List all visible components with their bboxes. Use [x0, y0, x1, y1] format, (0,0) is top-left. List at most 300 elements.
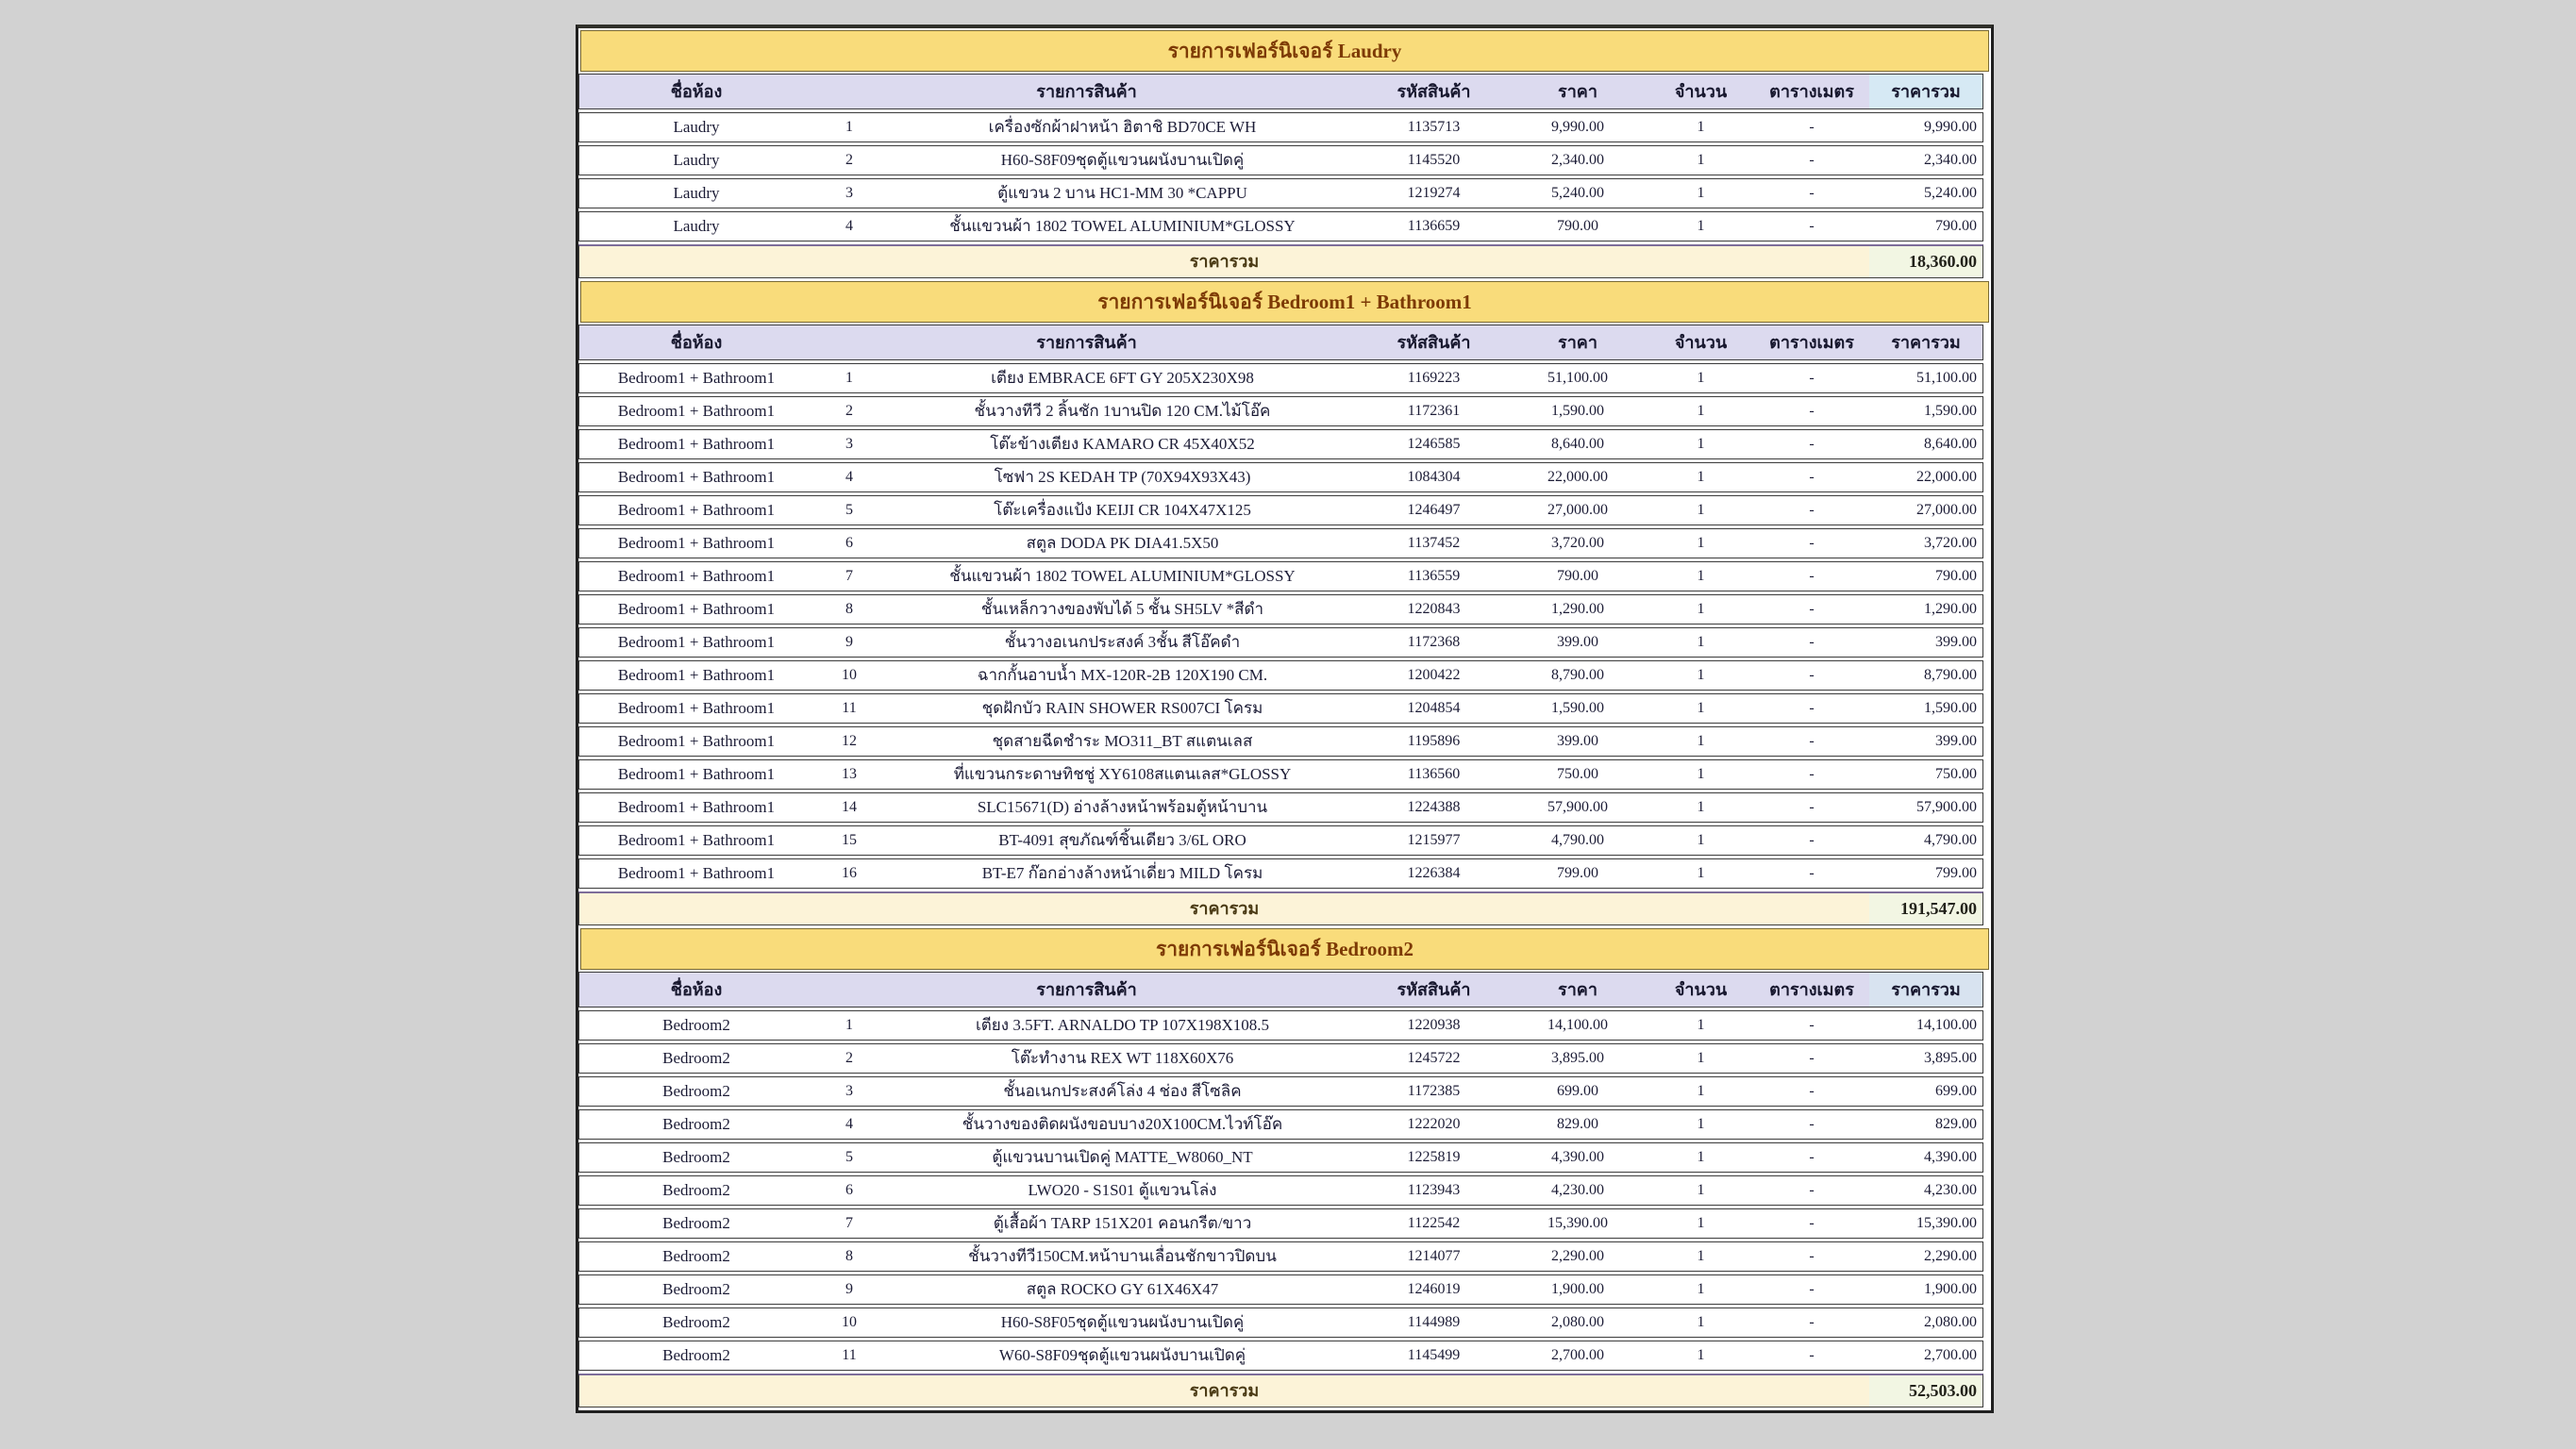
room-name-cell: Bedroom2: [578, 1307, 814, 1338]
item-number-cell: 4: [813, 1109, 886, 1140]
table-row: [578, 561, 1991, 591]
item-number-cell: 10: [813, 1307, 886, 1338]
item-price-cell: 790.00: [1508, 211, 1648, 242]
item-total-cell: 1,590.00: [1869, 693, 1983, 724]
item-total-cell: 4,790.00: [1869, 825, 1983, 856]
item-name-cell: ที่แขวนกระดาษทิชชู่ XY6108สแตนเลส*GLOSSY: [885, 759, 1361, 790]
item-sqm-cell: -: [1754, 429, 1870, 459]
item-sqm-cell: -: [1754, 627, 1870, 658]
column-header-sqm: ตารางเมตร: [1754, 325, 1870, 360]
item-number-cell: 12: [813, 726, 886, 757]
item-sqm-cell: -: [1754, 1241, 1870, 1272]
item-total-cell: 22,000.00: [1869, 462, 1983, 492]
column-header-qty: จำนวน: [1648, 325, 1755, 360]
room-name-cell: Bedroom1 + Bathroom1: [578, 858, 814, 889]
section-total-amount: 52,503.00: [1869, 1374, 1983, 1407]
section-total-row: [578, 1374, 1991, 1407]
item-sqm-cell: -: [1754, 528, 1870, 558]
item-sqm-cell: -: [1754, 1341, 1870, 1371]
item-code-cell: 1084304: [1360, 462, 1509, 492]
item-number-cell: 1: [813, 1010, 886, 1041]
item-price-cell: 750.00: [1508, 759, 1648, 790]
section-title-bar: [580, 281, 1989, 323]
item-price-cell: 3,895.00: [1508, 1043, 1648, 1074]
item-qty-cell: 1: [1648, 1341, 1755, 1371]
item-number-cell: 4: [813, 211, 886, 242]
item-total-cell: 799.00: [1869, 858, 1983, 889]
item-number-cell: 5: [813, 495, 886, 525]
item-sqm-cell: -: [1754, 1142, 1870, 1173]
item-qty-cell: 1: [1648, 1307, 1755, 1338]
item-qty-cell: 1: [1648, 1274, 1755, 1305]
item-name-cell: LWO20 - S1S01 ตู้แขวนโล่ง: [885, 1175, 1361, 1206]
item-name-cell: SLC15671(D) อ่างล้างหน้าพร้อมตู้หน้าบาน: [885, 792, 1361, 823]
item-total-cell: 4,390.00: [1869, 1142, 1983, 1173]
item-name-cell: H60-S8F05ชุดตู้แขวนผนังบานเปิดคู่: [885, 1307, 1361, 1338]
item-name-cell: เครื่องซักผ้าฝาหน้า ฮิตาชิ BD70CE WH: [885, 112, 1361, 142]
room-name-cell: Bedroom1 + Bathroom1: [578, 792, 814, 823]
item-name-cell: ชั้นเหล็กวางของพับได้ 5 ชั้น SH5LV *สีดำ: [885, 594, 1361, 625]
item-code-cell: 1226384: [1360, 858, 1509, 889]
room-name-cell: Bedroom2: [578, 1341, 814, 1371]
item-name-cell: ตู้แขวน 2 บาน HC1-MM 30 *CAPPU: [885, 178, 1361, 208]
item-number-cell: 2: [813, 396, 886, 426]
item-total-cell: 5,240.00: [1869, 178, 1983, 208]
item-total-cell: 750.00: [1869, 759, 1983, 790]
item-sqm-cell: -: [1754, 1010, 1870, 1041]
item-number-cell: 13: [813, 759, 886, 790]
item-price-cell: 9,990.00: [1508, 112, 1648, 142]
item-sqm-cell: -: [1754, 726, 1870, 757]
table-row: [578, 363, 1991, 393]
item-name-cell: โซฟา 2S KEDAH TP (70X94X93X43): [885, 462, 1361, 492]
item-total-cell: 790.00: [1869, 211, 1983, 242]
column-header-sqm: ตารางเมตร: [1754, 74, 1870, 109]
item-total-cell: 2,340.00: [1869, 145, 1983, 175]
item-sqm-cell: -: [1754, 363, 1870, 393]
item-total-cell: 8,790.00: [1869, 660, 1983, 691]
column-header-room: ชื่อห้อง: [578, 325, 814, 360]
room-name-cell: Bedroom1 + Bathroom1: [578, 396, 814, 426]
item-qty-cell: 1: [1648, 1175, 1755, 1206]
item-price-cell: 829.00: [1508, 1109, 1648, 1140]
item-qty-cell: 1: [1648, 396, 1755, 426]
table-row: [578, 858, 1991, 889]
item-price-cell: 399.00: [1508, 627, 1648, 658]
table-row: [578, 1307, 1991, 1338]
item-number-cell: 2: [813, 1043, 886, 1074]
item-number-cell: 10: [813, 660, 886, 691]
table-row: [578, 495, 1991, 525]
item-name-cell: ชุดฝักบัว RAIN SHOWER RS007CI โครม: [885, 693, 1361, 724]
room-name-cell: Bedroom1 + Bathroom1: [578, 594, 814, 625]
item-name-cell: BT-E7 ก๊อกอ่างล้างหน้าเดี่ยว MILD โครม: [885, 858, 1361, 889]
item-price-cell: 4,790.00: [1508, 825, 1648, 856]
item-total-cell: 8,640.00: [1869, 429, 1983, 459]
item-sqm-cell: -: [1754, 660, 1870, 691]
item-number-cell: 15: [813, 825, 886, 856]
item-sqm-cell: -: [1754, 561, 1870, 591]
item-qty-cell: 1: [1648, 693, 1755, 724]
room-name-cell: Bedroom2: [578, 1010, 814, 1041]
column-header-total: ราคารวม: [1869, 972, 1983, 1008]
item-qty-cell: 1: [1648, 528, 1755, 558]
room-name-cell: Bedroom2: [578, 1241, 814, 1272]
table-row: [578, 396, 1991, 426]
column-header-item: รายการสินค้า: [813, 325, 1361, 360]
table-row: [578, 429, 1991, 459]
item-price-cell: 3,720.00: [1508, 528, 1648, 558]
room-name-cell: Bedroom1 + Bathroom1: [578, 495, 814, 525]
table-row: [578, 627, 1991, 658]
item-qty-cell: 1: [1648, 825, 1755, 856]
section-total-amount: 18,360.00: [1869, 244, 1983, 278]
item-sqm-cell: -: [1754, 1109, 1870, 1140]
item-price-cell: 399.00: [1508, 726, 1648, 757]
table-row: [578, 528, 1991, 558]
room-name-cell: Bedroom1 + Bathroom1: [578, 660, 814, 691]
table-row: [578, 1175, 1991, 1206]
item-qty-cell: 1: [1648, 561, 1755, 591]
item-total-cell: 3,720.00: [1869, 528, 1983, 558]
room-name-cell: Laudry: [578, 178, 814, 208]
item-price-cell: 699.00: [1508, 1076, 1648, 1107]
item-code-cell: 1214077: [1360, 1241, 1509, 1272]
item-qty-cell: 1: [1648, 1043, 1755, 1074]
item-sqm-cell: -: [1754, 1274, 1870, 1305]
item-sqm-cell: -: [1754, 211, 1870, 242]
room-name-cell: Bedroom1 + Bathroom1: [578, 561, 814, 591]
item-code-cell: 1135713: [1360, 112, 1509, 142]
table-row: [578, 1341, 1991, 1371]
item-name-cell: เตียง 3.5FT. ARNALDO TP 107X198X108.5: [885, 1010, 1361, 1041]
item-name-cell: ชั้นวางทีวี150CM.หน้าบานเลื่อนชักขาวปิดบน: [885, 1241, 1361, 1272]
item-sqm-cell: -: [1754, 1043, 1870, 1074]
room-name-cell: Bedroom1 + Bathroom1: [578, 726, 814, 757]
column-header-total: ราคารวม: [1869, 325, 1983, 360]
item-code-cell: 1204854: [1360, 693, 1509, 724]
item-price-cell: 8,790.00: [1508, 660, 1648, 691]
column-header-code: รหัสสินค้า: [1360, 74, 1509, 109]
item-code-cell: 1169223: [1360, 363, 1509, 393]
item-code-cell: 1219274: [1360, 178, 1509, 208]
table-row: [578, 726, 1991, 757]
item-sqm-cell: -: [1754, 825, 1870, 856]
item-number-cell: 16: [813, 858, 886, 889]
table-row: [578, 1010, 1991, 1041]
table-row: [578, 1208, 1991, 1239]
item-qty-cell: 1: [1648, 363, 1755, 393]
item-sqm-cell: -: [1754, 1175, 1870, 1206]
item-price-cell: 27,000.00: [1508, 495, 1648, 525]
room-name-cell: Bedroom1 + Bathroom1: [578, 429, 814, 459]
item-code-cell: 1246019: [1360, 1274, 1509, 1305]
item-qty-cell: 1: [1648, 429, 1755, 459]
item-number-cell: 3: [813, 1076, 886, 1107]
item-qty-cell: 1: [1648, 1208, 1755, 1239]
item-qty-cell: 1: [1648, 178, 1755, 208]
item-code-cell: 1172361: [1360, 396, 1509, 426]
item-qty-cell: 1: [1648, 1109, 1755, 1140]
item-price-cell: 22,000.00: [1508, 462, 1648, 492]
item-code-cell: 1224388: [1360, 792, 1509, 823]
item-price-cell: 57,900.00: [1508, 792, 1648, 823]
item-number-cell: 6: [813, 1175, 886, 1206]
item-qty-cell: 1: [1648, 112, 1755, 142]
table-row: [578, 792, 1991, 823]
item-number-cell: 1: [813, 112, 886, 142]
item-qty-cell: 1: [1648, 211, 1755, 242]
room-name-cell: Bedroom2: [578, 1076, 814, 1107]
item-sqm-cell: -: [1754, 112, 1870, 142]
item-code-cell: 1245722: [1360, 1043, 1509, 1074]
item-number-cell: 3: [813, 429, 886, 459]
item-qty-cell: 1: [1648, 594, 1755, 625]
item-price-cell: 15,390.00: [1508, 1208, 1648, 1239]
item-total-cell: 14,100.00: [1869, 1010, 1983, 1041]
item-price-cell: 2,700.00: [1508, 1341, 1648, 1371]
furniture-section: [578, 928, 1991, 1407]
item-price-cell: 2,340.00: [1508, 145, 1648, 175]
table-row: [578, 178, 1991, 208]
item-total-cell: 57,900.00: [1869, 792, 1983, 823]
item-qty-cell: 1: [1648, 726, 1755, 757]
item-code-cell: 1136560: [1360, 759, 1509, 790]
item-qty-cell: 1: [1648, 495, 1755, 525]
item-code-cell: 1246585: [1360, 429, 1509, 459]
item-code-cell: 1136659: [1360, 211, 1509, 242]
item-code-cell: 1144989: [1360, 1307, 1509, 1338]
item-qty-cell: 1: [1648, 1076, 1755, 1107]
item-qty-cell: 1: [1648, 1010, 1755, 1041]
section-title: รายการเฟอร์นิเจอร์ Laudry: [1167, 39, 1402, 62]
table-row: [578, 112, 1991, 142]
item-number-cell: 11: [813, 693, 886, 724]
item-name-cell: W60-S8F09ชุดตู้แขวนผนังบานเปิดคู่: [885, 1341, 1361, 1371]
table-row: [578, 1043, 1991, 1074]
item-total-cell: 399.00: [1869, 726, 1983, 757]
item-price-cell: 1,590.00: [1508, 693, 1648, 724]
item-sqm-cell: -: [1754, 1307, 1870, 1338]
room-name-cell: Laudry: [578, 112, 814, 142]
section-total-label: ราคารวม: [578, 1374, 1870, 1407]
item-price-cell: 14,100.00: [1508, 1010, 1648, 1041]
section-title-bar: [580, 30, 1989, 72]
item-name-cell: ชั้นวางของติดผนังขอบบาง20X100CM.ไวท์โอ๊ค: [885, 1109, 1361, 1140]
room-name-cell: Bedroom1 + Bathroom1: [578, 759, 814, 790]
item-price-cell: 1,900.00: [1508, 1274, 1648, 1305]
item-number-cell: 4: [813, 462, 886, 492]
room-name-cell: Bedroom2: [578, 1274, 814, 1305]
item-code-cell: 1136559: [1360, 561, 1509, 591]
table-row: [578, 1274, 1991, 1305]
item-name-cell: ชั้นวางทีวี 2 ลิ้นชัก 1บานปิด 120 CM.ไม้โอ๊ค: [885, 396, 1361, 426]
item-price-cell: 2,290.00: [1508, 1241, 1648, 1272]
item-total-cell: 829.00: [1869, 1109, 1983, 1140]
item-total-cell: 4,230.00: [1869, 1175, 1983, 1206]
item-price-cell: 2,080.00: [1508, 1307, 1648, 1338]
room-name-cell: Bedroom2: [578, 1175, 814, 1206]
item-number-cell: 7: [813, 1208, 886, 1239]
item-sqm-cell: -: [1754, 858, 1870, 889]
item-total-cell: 1,290.00: [1869, 594, 1983, 625]
item-sqm-cell: -: [1754, 178, 1870, 208]
column-header-item: รายการสินค้า: [813, 972, 1361, 1008]
furniture-section: [578, 30, 1991, 278]
item-qty-cell: 1: [1648, 1142, 1755, 1173]
item-name-cell: ชุดสายฉีดชำระ MO311_BT สแตนเลส: [885, 726, 1361, 757]
item-total-cell: 1,900.00: [1869, 1274, 1983, 1305]
item-total-cell: 51,100.00: [1869, 363, 1983, 393]
item-number-cell: 11: [813, 1341, 886, 1371]
column-header-item: รายการสินค้า: [813, 74, 1361, 109]
room-name-cell: Bedroom1 + Bathroom1: [578, 825, 814, 856]
item-name-cell: สตูล ROCKO GY 61X46X47: [885, 1274, 1361, 1305]
column-header-row: [578, 972, 1991, 1008]
item-code-cell: 1220938: [1360, 1010, 1509, 1041]
item-sqm-cell: -: [1754, 145, 1870, 175]
item-name-cell: โต๊ะทำงาน REX WT 118X60X76: [885, 1043, 1361, 1074]
item-sqm-cell: -: [1754, 462, 1870, 492]
item-qty-cell: 1: [1648, 627, 1755, 658]
item-code-cell: 1172368: [1360, 627, 1509, 658]
column-header-code: รหัสสินค้า: [1360, 972, 1509, 1008]
column-header-row: [578, 74, 1991, 109]
table-row: [578, 1142, 1991, 1173]
item-price-cell: 4,390.00: [1508, 1142, 1648, 1173]
item-qty-cell: 1: [1648, 792, 1755, 823]
section-total-row: [578, 891, 1991, 925]
item-code-cell: 1122542: [1360, 1208, 1509, 1239]
item-name-cell: ตู้เสื้อผ้า TARP 151X201 คอนกรีต/ขาว: [885, 1208, 1361, 1239]
column-header-qty: จำนวน: [1648, 972, 1755, 1008]
section-total-label: ราคารวม: [578, 244, 1870, 278]
table-row: [578, 594, 1991, 625]
item-price-cell: 1,290.00: [1508, 594, 1648, 625]
item-number-cell: 8: [813, 594, 886, 625]
room-name-cell: Bedroom2: [578, 1142, 814, 1173]
item-code-cell: 1137452: [1360, 528, 1509, 558]
room-name-cell: Bedroom1 + Bathroom1: [578, 363, 814, 393]
item-code-cell: 1215977: [1360, 825, 1509, 856]
item-price-cell: 4,230.00: [1508, 1175, 1648, 1206]
section-total-label: ราคารวม: [578, 891, 1870, 925]
item-number-cell: 9: [813, 627, 886, 658]
room-name-cell: Bedroom1 + Bathroom1: [578, 528, 814, 558]
item-price-cell: 1,590.00: [1508, 396, 1648, 426]
item-name-cell: โต๊ะข้างเตียง KAMARO CR 45X40X52: [885, 429, 1361, 459]
item-code-cell: 1220843: [1360, 594, 1509, 625]
table-row: [578, 1241, 1991, 1272]
item-code-cell: 1222020: [1360, 1109, 1509, 1140]
item-code-cell: 1200422: [1360, 660, 1509, 691]
item-name-cell: H60-S8F09ชุดตู้แขวนผนังบานเปิดคู่: [885, 145, 1361, 175]
room-name-cell: Bedroom2: [578, 1109, 814, 1140]
table-row: [578, 145, 1991, 175]
item-code-cell: 1145499: [1360, 1341, 1509, 1371]
column-header-price: ราคา: [1508, 972, 1648, 1008]
item-name-cell: ชั้นอเนกประสงค์โล่ง 4 ช่อง สีโซลิค: [885, 1076, 1361, 1107]
column-header-sqm: ตารางเมตร: [1754, 972, 1870, 1008]
item-number-cell: 5: [813, 1142, 886, 1173]
item-code-cell: 1246497: [1360, 495, 1509, 525]
section-title-bar: [580, 928, 1989, 970]
item-code-cell: 1225819: [1360, 1142, 1509, 1173]
table-row: [578, 660, 1991, 691]
section-title: รายการเฟอร์นิเจอร์ Bedroom2: [1155, 937, 1414, 960]
section-title: รายการเฟอร์นิเจอร์ Bedroom1 + Bathroom1: [1097, 290, 1472, 313]
furniture-section: [578, 281, 1991, 925]
item-qty-cell: 1: [1648, 759, 1755, 790]
table-row: [578, 211, 1991, 242]
item-total-cell: 27,000.00: [1869, 495, 1983, 525]
column-header-price: ราคา: [1508, 325, 1648, 360]
room-name-cell: Bedroom2: [578, 1208, 814, 1239]
item-name-cell: ตู้แขวนบานเปิดคู่ MATTE_W8060_NT: [885, 1142, 1361, 1173]
item-sqm-cell: -: [1754, 594, 1870, 625]
item-name-cell: สตูล DODA PK DIA41.5X50: [885, 528, 1361, 558]
column-header-room: ชื่อห้อง: [578, 972, 814, 1008]
section-total-amount: 191,547.00: [1869, 891, 1983, 925]
item-name-cell: โต๊ะเครื่องแป้ง KEIJI CR 104X47X125: [885, 495, 1361, 525]
item-price-cell: 8,640.00: [1508, 429, 1648, 459]
room-name-cell: Bedroom1 + Bathroom1: [578, 693, 814, 724]
item-number-cell: 2: [813, 145, 886, 175]
item-sqm-cell: -: [1754, 759, 1870, 790]
item-qty-cell: 1: [1648, 145, 1755, 175]
column-header-code: รหัสสินค้า: [1360, 325, 1509, 360]
item-number-cell: 7: [813, 561, 886, 591]
room-name-cell: Bedroom1 + Bathroom1: [578, 462, 814, 492]
section-total-row: [578, 244, 1991, 278]
item-qty-cell: 1: [1648, 462, 1755, 492]
item-name-cell: BT-4091 สุขภัณฑ์ชิ้นเดียว 3/6L ORO: [885, 825, 1361, 856]
item-total-cell: 2,700.00: [1869, 1341, 1983, 1371]
table-row: [578, 1076, 1991, 1107]
item-qty-cell: 1: [1648, 858, 1755, 889]
table-row: [578, 825, 1991, 856]
item-code-cell: 1123943: [1360, 1175, 1509, 1206]
item-price-cell: 790.00: [1508, 561, 1648, 591]
item-name-cell: ฉากกั้นอาบน้ำ MX-120R-2B 120X190 CM.: [885, 660, 1361, 691]
item-sqm-cell: -: [1754, 693, 1870, 724]
item-sqm-cell: -: [1754, 1208, 1870, 1239]
item-number-cell: 1: [813, 363, 886, 393]
item-number-cell: 8: [813, 1241, 886, 1272]
item-number-cell: 9: [813, 1274, 886, 1305]
item-price-cell: 799.00: [1508, 858, 1648, 889]
item-total-cell: 2,290.00: [1869, 1241, 1983, 1272]
item-name-cell: ชั้นแขวนผ้า 1802 TOWEL ALUMINIUM*GLOSSY: [885, 211, 1361, 242]
item-sqm-cell: -: [1754, 1076, 1870, 1107]
room-name-cell: Laudry: [578, 211, 814, 242]
item-name-cell: ชั้นวางอเนกประสงค์ 3ชั้น สีโอ๊คดำ: [885, 627, 1361, 658]
item-qty-cell: 1: [1648, 1241, 1755, 1272]
item-total-cell: 699.00: [1869, 1076, 1983, 1107]
table-row: [578, 693, 1991, 724]
item-qty-cell: 1: [1648, 660, 1755, 691]
item-total-cell: 15,390.00: [1869, 1208, 1983, 1239]
column-header-row: [578, 325, 1991, 360]
column-header-qty: จำนวน: [1648, 74, 1755, 109]
table-row: [578, 759, 1991, 790]
item-name-cell: เตียง EMBRACE 6FT GY 205X230X98: [885, 363, 1361, 393]
item-code-cell: 1145520: [1360, 145, 1509, 175]
item-price-cell: 51,100.00: [1508, 363, 1648, 393]
room-name-cell: Laudry: [578, 145, 814, 175]
item-number-cell: 3: [813, 178, 886, 208]
item-sqm-cell: -: [1754, 495, 1870, 525]
